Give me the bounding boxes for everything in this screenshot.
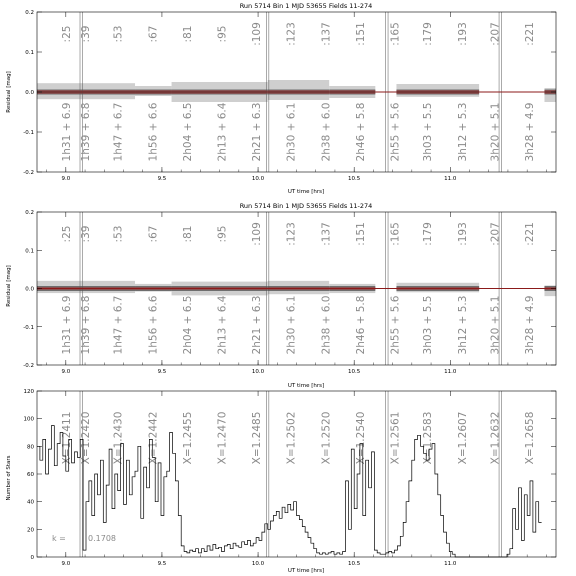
field-label: :53 — [112, 225, 125, 243]
airmass-label: X=1.2561 — [389, 411, 402, 465]
coordinate-labels — [61, 295, 536, 354]
x-tick-label: 10.0 — [251, 176, 265, 182]
coordinate-label: 2h21 + 6.3 — [251, 102, 264, 162]
y-tick-label: -0.2 — [23, 170, 34, 176]
field-label: :179 — [422, 22, 435, 46]
field-label: :81 — [181, 225, 194, 243]
k-label: k = — [52, 534, 66, 543]
field-label: :179 — [422, 222, 435, 246]
y-tick-label: 0.2 — [25, 210, 34, 216]
coordinate-labels — [61, 102, 536, 161]
field-label: :151 — [354, 222, 367, 246]
field-label: :123 — [285, 22, 298, 46]
coordinate-label: 1h47 + 6.7 — [112, 102, 125, 162]
coordinate-label: 1h31 + 6.9 — [60, 102, 73, 162]
residual-band — [37, 80, 556, 102]
y-tick-label: 60 — [27, 472, 34, 478]
coordinate-label: 2h21 + 6.3 — [251, 295, 264, 355]
x-tick-label: 10.5 — [348, 369, 361, 375]
y-tick-label: 0.1 — [25, 50, 34, 56]
coordinate-label: 2h30 + 6.1 — [285, 102, 298, 162]
residual-panel-2 — [6, 202, 556, 389]
field-label: :137 — [320, 222, 333, 246]
airmass-label: X=1.2607 — [456, 411, 469, 465]
field-label: :193 — [456, 222, 469, 246]
coordinate-label: 1h47 + 6.7 — [112, 295, 125, 355]
field-label: :137 — [320, 22, 333, 46]
airmass-label: X=1.2470 — [216, 411, 229, 465]
x-tick-label: 9.0 — [61, 561, 71, 567]
coordinate-label: 2h04 + 6.5 — [181, 295, 194, 355]
field-label: :109 — [251, 22, 264, 46]
field-label: :81 — [181, 25, 194, 43]
y-tick-label: 40 — [27, 499, 34, 506]
coordinate-label: 3h28 + 4.9 — [524, 295, 537, 355]
y-axis-label: Residual [mag] — [6, 71, 12, 113]
airmass-label: X=1.2430 — [112, 411, 125, 465]
coordinate-label: 2h13 + 6.4 — [216, 102, 229, 162]
x-axis-label: UT time [hrs] — [287, 189, 325, 195]
airmass-label: X=1.2583 — [422, 411, 435, 465]
coordinate-label: 3h12 + 5.3 — [456, 295, 469, 355]
field-label: :67 — [147, 25, 160, 43]
field-label: :207 — [489, 222, 502, 246]
coordinate-label: 3h20 + 5.1 — [489, 295, 502, 355]
coordinate-label: 1h39 + 6.8 — [80, 102, 93, 162]
field-labels — [61, 222, 536, 246]
field-label: :95 — [216, 225, 229, 243]
field-label: :165 — [389, 222, 402, 246]
x-tick-label: 9.0 — [61, 176, 71, 182]
coordinate-label: 3h20 + 5.1 — [489, 102, 502, 162]
star-count-panel — [6, 389, 556, 574]
coordinate-label: 2h38 + 6.0 — [320, 295, 333, 355]
x-tick-label: 9.5 — [157, 176, 167, 182]
x-tick-label: 11.0 — [444, 176, 457, 182]
field-label: :151 — [354, 22, 367, 46]
x-tick-label: 10.5 — [348, 176, 361, 182]
y-tick-label: -0.1 — [23, 324, 34, 331]
airmass-label: X=1.2455 — [181, 411, 194, 465]
coordinate-label: 2h55 + 5.6 — [389, 295, 402, 355]
airmass-labels — [61, 412, 536, 465]
residual-panel-1 — [6, 2, 556, 195]
coordinate-label: 3h12 + 5.3 — [456, 102, 469, 162]
coordinate-label: 3h28 + 4.9 — [524, 102, 537, 162]
coordinate-label: 2h46 + 5.8 — [354, 102, 367, 162]
y-axis-label: Number of Stars — [6, 455, 12, 501]
field-label: :25 — [60, 225, 73, 243]
coordinate-label: 1h31 + 6.9 — [60, 295, 73, 355]
coordinate-label: 2h13 + 6.4 — [216, 295, 229, 355]
airmass-label: X=1.2658 — [524, 411, 537, 465]
field-label: :221 — [524, 22, 537, 46]
x-tick-label: 11.0 — [444, 369, 457, 375]
y-axis-label: Residual [mag] — [6, 265, 12, 307]
field-label: :39 — [80, 225, 93, 243]
coordinate-label: 3h03 + 5.5 — [422, 102, 435, 162]
y-tick-label: 0.0 — [25, 90, 34, 96]
field-label: :207 — [489, 22, 502, 46]
airmass-label: X=1.2420 — [80, 411, 93, 465]
x-tick-label: 11.0 — [444, 561, 457, 567]
coordinate-label: 1h56 + 6.6 — [147, 295, 160, 355]
x-axis-label: UT time [hrs] — [287, 568, 325, 574]
x-tick-label: 10.0 — [251, 561, 265, 567]
coordinate-label: 3h03 + 5.5 — [422, 295, 435, 355]
coordinate-label: 1h56 + 6.6 — [147, 102, 160, 162]
field-labels — [61, 22, 536, 46]
coordinate-label: 2h55 + 5.6 — [389, 102, 402, 162]
y-tick-label: 80 — [27, 444, 34, 451]
airmass-label: X=1.2502 — [285, 411, 298, 465]
field-label: :165 — [389, 22, 402, 46]
y-tick-label: 0.1 — [25, 248, 34, 255]
field-label: :25 — [60, 25, 73, 43]
coordinate-label: 1h39 + 6.8 — [80, 295, 93, 355]
field-label: :221 — [524, 222, 537, 246]
y-tick-label: -0.2 — [23, 363, 34, 369]
field-label: :109 — [251, 222, 264, 246]
x-tick-label: 9.5 — [157, 561, 167, 567]
coordinate-label: 2h46 + 5.8 — [354, 295, 367, 355]
field-label: :67 — [147, 225, 160, 243]
coordinate-label: 2h04 + 6.5 — [181, 102, 194, 162]
coordinate-label: 2h38 + 6.0 — [320, 102, 333, 162]
y-tick-label: 120 — [23, 389, 34, 395]
x-tick-label: 10.0 — [251, 369, 265, 375]
k-value: 0.1708 — [88, 534, 116, 543]
panel-2-title: Run 5714 Bin 1 MJD 53655 Fields 11-274 — [239, 202, 373, 210]
y-tick-label: 0.0 — [25, 286, 34, 293]
airmass-label: X=1.2520 — [320, 411, 333, 465]
airmass-label: X=1.2442 — [147, 411, 160, 465]
y-tick-label: 0.2 — [25, 10, 34, 16]
field-label: :53 — [112, 25, 125, 43]
airmass-label: X=1.2411 — [60, 411, 73, 465]
panel-1-title: Run 5714 Bin 1 MJD 53655 Fields 11-274 — [239, 2, 373, 10]
y-tick-label: 100 — [23, 416, 34, 423]
y-tick-label: 0 — [30, 555, 34, 561]
field-label: :193 — [456, 22, 469, 46]
x-tick-label: 9.0 — [61, 369, 71, 375]
x-tick-label: 9.5 — [157, 369, 167, 375]
field-label: :39 — [80, 25, 93, 43]
airmass-label: X=1.2485 — [251, 411, 264, 465]
x-axis-label: UT time [hrs] — [287, 383, 325, 389]
y-tick-label: 20 — [27, 527, 34, 534]
field-label: :95 — [216, 25, 229, 43]
x-tick-label: 10.5 — [348, 561, 361, 567]
airmass-label: X=1.2632 — [489, 411, 502, 465]
airmass-label: X=1.2540 — [354, 411, 367, 465]
field-label: :123 — [285, 222, 298, 246]
y-tick-label: -0.1 — [23, 130, 34, 136]
coordinate-label: 2h30 + 6.1 — [285, 295, 298, 355]
